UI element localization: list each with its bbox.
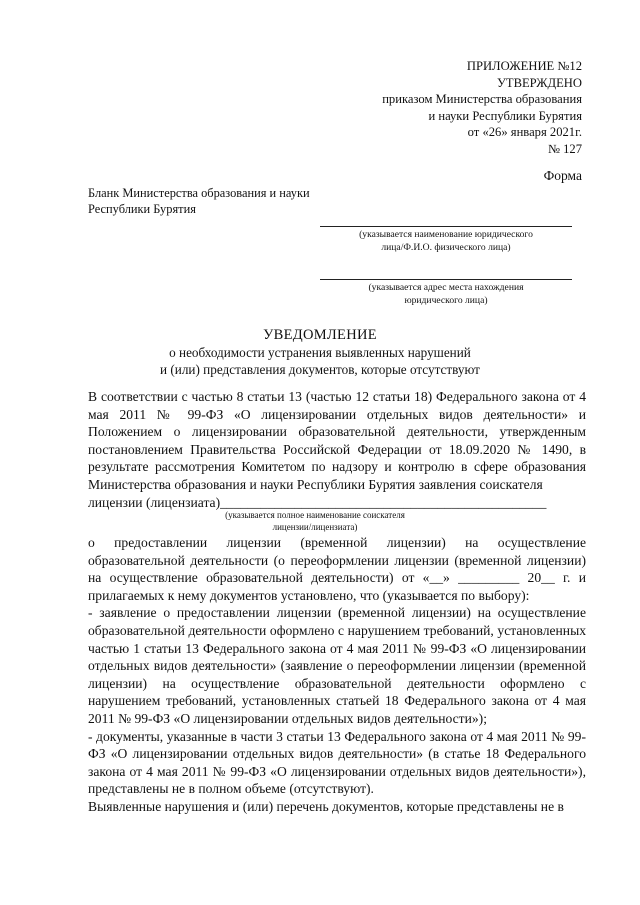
- recipient-address-line: [320, 279, 572, 280]
- letterhead-line-2: Республики Бурятия: [88, 201, 196, 216]
- appendix-number: ПРИЛОЖЕНИЕ №12: [466, 59, 582, 73]
- order-date: от «26» января 2021г.: [467, 125, 582, 139]
- applicant-line: лицензии (лицензиата)________________________________________________: [88, 494, 547, 510]
- form-label: Форма: [543, 168, 582, 183]
- document-subtitle: [0, 344, 640, 378]
- paragraph-intro-text: В соответствии с частью 8 статьи 13 (частью 12 статьи 18) Федерального закона от 4 мая 2011 № 99-ФЗ «О лицензировании отдельных видов деятельности» и Положением о лицензировании образовательной деятельности, утвержденным постановлением Правительства Российской Федерации от 18.09.2020 № 1490, в результате рассмотрения Комитетом по надзору и контролю в сфере образования Министерства образования и науки Республики Бурятия заявления соискателя: [88, 389, 586, 492]
- order-line-2: и науки Республики Бурятия: [428, 108, 582, 123]
- recipient-address-caption: [320, 281, 572, 307]
- paragraph-findings-text: о предоставлении лицензии (временной лицензии) на осуществление образовательной деятельности (о переоформлении лицензии (временной лицензии) на осуществление образовательной деятельности) от «__» _________ 20__ г. и прилагаемых к нему документов установлено, что (указывается по выбору):: [88, 535, 586, 603]
- order-line-1: приказом Министерства образования: [382, 92, 582, 106]
- letterhead-placeholder: [88, 186, 358, 217]
- approved-label: УТВЕРЖДЕНО: [496, 75, 582, 90]
- subtitle-line-2: и (или) представления документов, которые отсутствуют: [160, 362, 480, 377]
- subtitle-line-1: о необходимости устранения выявленных нарушений: [169, 345, 471, 360]
- recipient-name-line: [320, 226, 572, 227]
- paragraph-findings: [88, 534, 586, 816]
- letterhead-line-1: Бланк Министерства образования и науки: [88, 186, 310, 200]
- paragraph-continuation: Выявленные нарушения и (или) перечень документов, которые представлены не в: [88, 798, 564, 814]
- applicant-caption-line-2: лицензии/лицензиата): [272, 521, 358, 532]
- appendix-approval-block: [282, 58, 582, 157]
- recipient-name-caption: [320, 228, 572, 254]
- recipient-address-caption-line-1: (указывается адрес места нахождения: [368, 282, 524, 293]
- order-number: № 127: [547, 141, 582, 156]
- finding-bullet-2: - документы, указанные в части 3 статьи 13 Федерального закона от 4 мая 2011 № 99-ФЗ «О лицензировании отдельных видов деятельности» (в статье 18 Федерального закона от 4 мая 2011 № 99-ФЗ «О лицензировании отдельных видов деятельности»), представлены не в полном объеме (отсутствуют).: [88, 728, 586, 797]
- finding-bullet-1: - заявление о предоставлении лицензии (временной лицензии) на осуществление образовательной деятельности оформлено с нарушением требований, установленных частью 1 статьи 13 Федерального закона от 4 мая 2011 № 99-ФЗ «О лицензировании отдельных видов деятельности» (заявление о переоформлении лицензии (временной лицензии) на осуществление образовательной деятельности оформлено с нарушением требований, установленных статьей 18 Федерального закона от 4 мая 2011 № 99-ФЗ «О лицензировании отдельных видов деятельности»);: [88, 605, 586, 726]
- applicant-caption-line-1: (указывается полное наименование соискателя: [225, 510, 405, 520]
- document-title: УВЕДОМЛЕНИЕ: [263, 327, 377, 343]
- applicant-caption: [215, 510, 415, 533]
- paragraph-intro: [88, 388, 586, 511]
- recipient-name-caption-line-1: (указывается наименование юридического: [359, 229, 533, 240]
- recipient-address-caption-line-2: юридического лица): [404, 295, 488, 306]
- recipient-name-caption-line-2: лица/Ф.И.О. физического лица): [381, 242, 511, 253]
